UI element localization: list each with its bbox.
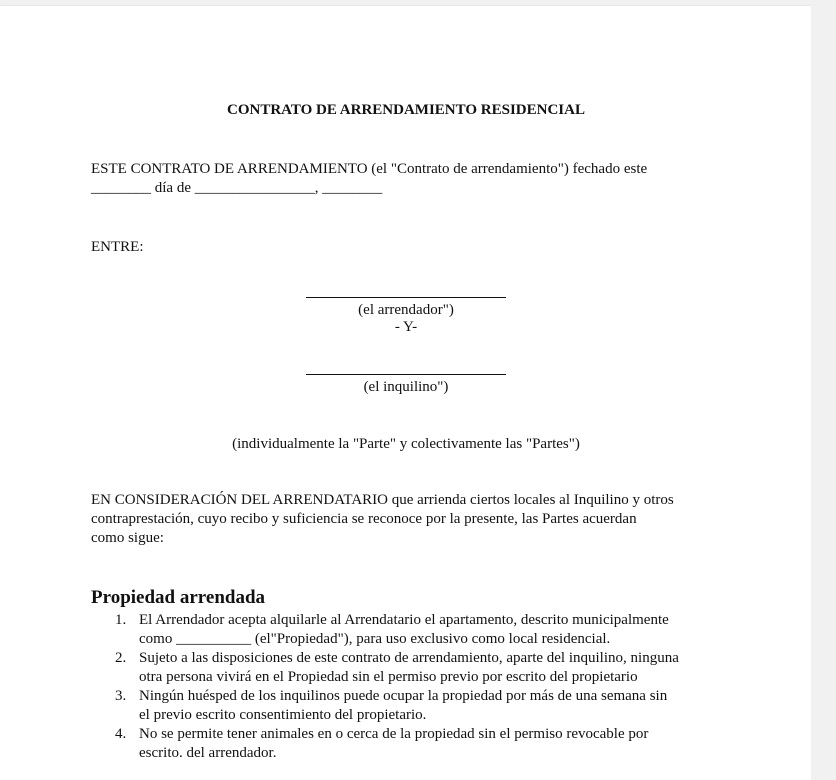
list-item-line: otra persona vivirá en el Propiedad sin el permiso previo por escrito del propietario	[139, 669, 638, 685]
intro-paragraph	[91, 160, 701, 198]
list-item-line: Sujeto a las disposiciones de este contrato de arrendamiento, aparte del inquilino, ninguna	[139, 650, 679, 666]
intro-line: ________ día de ________________, ________	[91, 180, 383, 196]
list-item-line: escrito. del arrendador.	[139, 745, 277, 761]
consideration-line: contraprestación, cuyo recibo y suficiencia se reconoce por la presente, las Partes acuerdan	[91, 511, 637, 527]
clause-list	[91, 611, 716, 763]
list-item	[91, 687, 716, 725]
landlord-block	[91, 296, 721, 320]
entre-label: ENTRE:	[91, 239, 144, 255]
list-item-line: el previo escrito consentimiento del propietario.	[139, 707, 427, 723]
consideration-paragraph	[91, 491, 716, 548]
list-item-number: 4.	[115, 726, 127, 742]
list-item-number: 2.	[115, 650, 127, 666]
landlord-signature-line	[306, 296, 506, 298]
list-item-line: como __________ (el"Propiedad"), para uso exclusivo como local residencial.	[139, 631, 611, 647]
tenant-signature-line	[306, 373, 506, 375]
list-item	[91, 649, 716, 687]
section-heading: Propiedad arrendada	[91, 587, 266, 608]
list-item-line: No se permite tener animales en o cerca de la propiedad sin el permiso revocable por	[139, 726, 649, 742]
intro-line: ESTE CONTRATO DE ARRENDAMIENTO (el "Contrato de arrendamiento") fechado este	[91, 161, 648, 177]
tenant-block	[91, 373, 721, 397]
list-item-number: 3.	[115, 688, 127, 704]
consideration-line: como sigue:	[91, 530, 164, 546]
consideration-line: EN CONSIDERACIÓN DEL ARRENDATARIO que arrienda ciertos locales al Inquilino y otros	[91, 492, 674, 508]
landlord-label: (el arrendador")	[358, 302, 454, 318]
list-item-line: Ningún huésped de los inquilinos puede ocupar la propiedad por más de una semana sin	[139, 688, 668, 704]
list-item-line: El Arrendador acepta alquilarle al Arrendatario el apartamento, descrito municipalmente	[139, 612, 669, 628]
list-item	[91, 611, 716, 649]
document-page	[0, 6, 811, 780]
viewer-background	[811, 0, 836, 780]
list-item-number: 1.	[115, 612, 127, 628]
list-item	[91, 725, 716, 763]
document-title: CONTRATO DE ARRENDAMIENTO RESIDENCIAL	[227, 102, 585, 118]
parties-note: (individualmente la "Parte" y colectivamente las "Partes")	[232, 436, 580, 452]
y-separator: - Y-	[394, 319, 418, 335]
tenant-label: (el inquilino")	[363, 379, 449, 395]
